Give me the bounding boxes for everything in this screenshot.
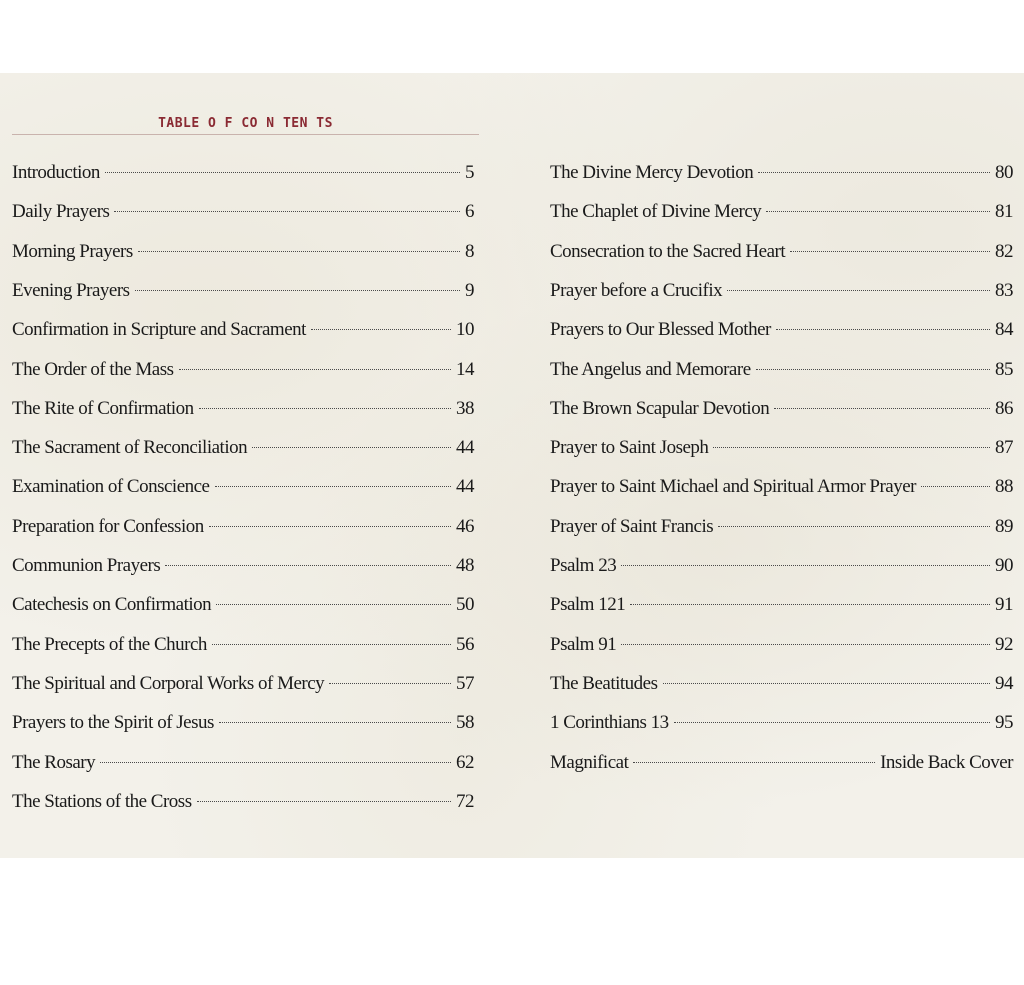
toc-entry [12,634,474,660]
dot-leader [621,644,990,645]
toc-entry [550,752,1013,778]
toc-entry [12,398,474,424]
toc-entry-page: 82 [995,240,1013,262]
toc-entry [12,712,474,738]
toc-entry [550,398,1013,424]
dot-leader [252,447,451,448]
toc-entry-title: Magnificat [550,751,629,773]
toc-entry-title: Psalm 91 [550,633,617,655]
toc-entry-title: Preparation for Confession [12,515,204,537]
toc-entry-page: 56 [456,633,474,655]
toc-entry [12,280,474,306]
toc-entry [550,319,1013,345]
dot-leader [165,565,451,566]
toc-entry [12,673,474,699]
toc-entry-page: 81 [995,201,1013,223]
toc-entry [550,201,1013,227]
toc-entry-page: 88 [995,476,1013,498]
toc-entry-title: Consecration to the Sacred Heart [550,240,786,262]
toc-entry-title: The Precepts of the Church [12,633,207,655]
toc-entry-page: 95 [995,712,1013,734]
dot-leader [774,408,990,409]
toc-entry-title: Prayers to the Spirit of Jesus [12,712,214,734]
toc-entry [550,241,1013,267]
toc-heading: TABLE O F CO N TEN TS [12,116,479,135]
toc-entry-page: 87 [995,437,1013,459]
toc-entry-page: 57 [456,672,474,694]
dot-leader [718,526,990,527]
toc-entry-page: 84 [995,319,1013,341]
toc-entry-page: 10 [456,319,474,341]
toc-entry-page: 85 [995,358,1013,380]
toc-entry-title: Evening Prayers [12,279,130,301]
dot-leader [100,762,451,763]
toc-entry-page: 90 [995,555,1013,576]
toc-entry [12,555,474,581]
toc-entry [12,162,474,188]
dot-leader [197,801,451,802]
toc-entry-title: The Sacrament of Reconciliation [12,437,248,459]
toc-entry-page: 46 [456,515,474,537]
toc-entry-title: The Angelus and Memorare [550,358,751,380]
toc-entry-title: The Order of the Mass [12,358,174,380]
toc-entry-page: 89 [995,515,1013,537]
toc-entry-title: Introduction [12,162,100,183]
toc-entry-title: Prayer before a Crucifix [550,279,723,301]
dot-leader [663,683,991,684]
toc-entry [550,162,1013,188]
toc-entry-title: Prayer of Saint Francis [550,515,714,537]
dot-leader [766,211,990,212]
toc-entry-title: Morning Prayers [12,240,133,262]
toc-entry [550,516,1013,542]
toc-entry [550,712,1013,738]
dot-leader [179,369,451,370]
dot-leader [790,251,990,252]
toc-entry-title: Psalm 23 [550,555,617,576]
toc-entry-title: Daily Prayers [12,201,110,223]
toc-entry [550,634,1013,660]
toc-entry-page: 83 [995,279,1013,301]
toc-entry-page: 91 [995,594,1013,616]
dot-leader [713,447,990,448]
toc-entry-title: The Divine Mercy Devotion [550,162,754,183]
toc-entry [550,594,1013,620]
toc-entry [550,437,1013,463]
toc-entry-title: The Beatitudes [550,672,658,694]
toc-entry-page: 94 [995,672,1013,694]
book-spread [0,73,1024,858]
toc-entry [12,476,474,502]
toc-entry-title: Examination of Conscience [12,476,210,498]
toc-entry [12,241,474,267]
dot-leader [199,408,451,409]
toc-entry-title: The Stations of the Cross [12,790,192,812]
dot-leader [138,251,460,252]
toc-entry-page: 6 [465,201,474,223]
dot-leader [219,722,451,723]
toc-entry [12,594,474,620]
toc-entry-title: The Brown Scapular Devotion [550,397,770,419]
toc-entry [550,476,1013,502]
toc-entry-title: The Chaplet of Divine Mercy [550,201,762,223]
toc-entry-title: Prayer to Saint Michael and Spiritual Armor Prayer [550,476,916,498]
toc-entry [12,359,474,385]
dot-leader [633,762,875,763]
toc-entry-page: 62 [456,751,474,773]
toc-entry-title: The Spiritual and Corporal Works of Mercy [12,672,325,694]
toc-entry [12,791,474,817]
toc-entry [550,359,1013,385]
dot-leader [105,172,460,173]
toc-entry-title: Prayers to Our Blessed Mother [550,319,771,341]
dot-leader [758,172,990,173]
toc-entry [12,516,474,542]
toc-entry-page: 86 [995,397,1013,419]
toc-entry-page: 48 [456,555,474,576]
toc-entry [550,673,1013,699]
dot-leader [756,369,990,370]
dot-leader [212,644,451,645]
toc-entry-page: 44 [456,437,474,459]
toc-entry-page: 92 [995,633,1013,655]
dot-leader [727,290,990,291]
toc-entry-page: 8 [465,240,474,262]
toc-entry-title: Communion Prayers [12,555,161,576]
toc-entry-page: 5 [465,162,474,183]
toc-entry-title: Prayer to Saint Joseph [550,437,709,459]
toc-entry-title: Catechesis on Confirmation [12,594,212,616]
toc-entry [12,437,474,463]
toc-entry [12,319,474,345]
dot-leader [216,604,451,605]
toc-entry-title: Psalm 121 [550,594,626,616]
dot-leader [209,526,451,527]
toc-entry-title: 1 Corinthians 13 [550,712,669,734]
toc-entry-title: The Rite of Confirmation [12,397,194,419]
dot-leader [674,722,990,723]
toc-entry-page: 80 [995,162,1013,183]
dot-leader [114,211,460,212]
toc-entry [550,280,1013,306]
toc-entry-page: 9 [465,279,474,301]
toc-entry-page: 14 [456,358,474,380]
toc-entry-page: 72 [456,790,474,812]
toc-entry-title: The Rosary [12,751,96,773]
dot-leader [135,290,460,291]
toc-entry [12,201,474,227]
toc-entry-page: 44 [456,476,474,498]
toc-entry-page: 38 [456,397,474,419]
toc-entry-page: 50 [456,594,474,616]
dot-leader [329,683,451,684]
dot-leader [630,604,990,605]
dot-leader [921,486,990,487]
dot-leader [776,329,990,330]
toc-entry [550,555,1013,581]
toc-entry-title: Confirmation in Scripture and Sacrament [12,319,306,341]
toc-entry [12,752,474,778]
dot-leader [311,329,451,330]
dot-leader [215,486,452,487]
toc-entry-page: Inside Back Cover [880,751,1013,773]
dot-leader [621,565,990,566]
toc-entry-page: 58 [456,712,474,734]
